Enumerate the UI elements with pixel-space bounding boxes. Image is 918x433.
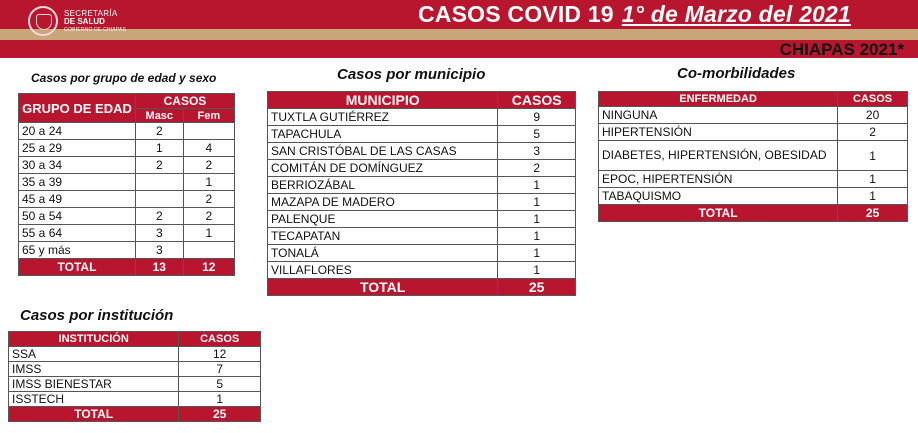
table-row [19, 157, 235, 174]
logo-line-2: DE SALUD [64, 16, 105, 26]
institution-table [8, 331, 261, 422]
table-row [19, 123, 235, 140]
municipio-cases-cell: 1 [498, 194, 576, 211]
municipio-name-cell: SAN CRISTÓBAL DE LAS CASAS [268, 143, 498, 160]
disease-cases-cell: 1 [838, 171, 908, 188]
municipio-name-cell: COMITÁN DE DOMÍNGUEZ [268, 160, 498, 177]
table-row [9, 392, 261, 407]
fem-cases-cell: 2 [183, 208, 234, 225]
table-row [268, 194, 576, 211]
institution-total-row [9, 407, 261, 422]
table-row [599, 188, 908, 205]
comorbidity-section-title: Co-morbilidades [677, 65, 796, 82]
header-accent-band [0, 26, 918, 40]
comorbidity-cases-header: CASOS [838, 92, 908, 107]
report-date: 1° de Marzo del 2021 [621, 1, 852, 27]
masc-cases-cell: 1 [135, 140, 183, 157]
age-group-cell: 30 a 34 [19, 157, 136, 174]
municipio-name-cell: TECAPATAN [268, 228, 498, 245]
municipio-cases-cell: 1 [498, 228, 576, 245]
age-sex-table [18, 93, 235, 276]
table-row [268, 126, 576, 143]
table-row [19, 208, 235, 225]
table-row [19, 191, 235, 208]
fem-cases-cell: 2 [183, 191, 234, 208]
municipio-total-row [268, 279, 576, 296]
total-label: TOTAL [9, 407, 179, 422]
table-row [19, 140, 235, 157]
table-row [268, 177, 576, 194]
table-row [599, 107, 908, 124]
age-group-cell: 20 a 24 [19, 123, 136, 140]
municipio-table [267, 91, 576, 296]
comorbidity-table [598, 91, 908, 222]
health-secretariat-logo [28, 6, 126, 36]
institution-cases-header: CASOS [179, 332, 261, 347]
masc-cases-cell: 3 [135, 225, 183, 242]
municipio-name-cell: BERRIOZÁBAL [268, 177, 498, 194]
table-row [268, 228, 576, 245]
total-cases: 25 [179, 407, 261, 422]
institution-name-cell: SSA [9, 347, 179, 362]
disease-name-cell: EPOC, HIPERTENSIÓN [599, 171, 838, 188]
masc-cases-cell: 2 [135, 208, 183, 225]
fem-cases-cell: 1 [183, 225, 234, 242]
municipio-header: MUNICIPIO [268, 92, 498, 109]
fem-cases-cell: 2 [183, 157, 234, 174]
age-group-cell: 45 a 49 [19, 191, 136, 208]
municipio-cases-cell: 3 [498, 143, 576, 160]
municipio-cases-cell: 5 [498, 126, 576, 143]
age-group-cell: 65 y más [19, 242, 136, 259]
institution-name-cell: IMSS [9, 362, 179, 377]
table-row [599, 124, 908, 141]
table-row [19, 242, 235, 259]
disease-cases-cell: 1 [838, 141, 908, 171]
municipio-cases-cell: 1 [498, 211, 576, 228]
municipio-cases-header: CASOS [498, 92, 576, 109]
municipio-cases-cell: 1 [498, 262, 576, 279]
municipio-cases-cell: 1 [498, 177, 576, 194]
fem-cases-cell [183, 123, 234, 140]
age-group-cell: 35 a 39 [19, 174, 136, 191]
table-row [268, 211, 576, 228]
municipio-cases-cell: 2 [498, 160, 576, 177]
municipio-name-cell: VILLAFLORES [268, 262, 498, 279]
municipio-name-cell: TONALÁ [268, 245, 498, 262]
table-row [268, 245, 576, 262]
total-cases: 25 [838, 205, 908, 222]
age-group-cell: 25 a 29 [19, 140, 136, 157]
disease-cases-cell: 20 [838, 107, 908, 124]
municipio-name-cell: TUXTLA GUTIÉRREZ [268, 109, 498, 126]
table-row [599, 171, 908, 188]
institution-cases-cell: 7 [179, 362, 261, 377]
institution-cases-cell: 1 [179, 392, 261, 407]
total-label: TOTAL [599, 205, 838, 222]
institution-name-cell: IMSS BIENESTAR [9, 377, 179, 392]
report-title [418, 1, 851, 28]
fem-cases-cell: 4 [183, 140, 234, 157]
age-group-cell: 55 a 64 [19, 225, 136, 242]
disease-name-cell: HIPERTENSIÓN [599, 124, 838, 141]
state-seal-icon [28, 6, 58, 36]
fem-cases-cell [183, 242, 234, 259]
table-row [9, 377, 261, 392]
masc-cases-cell: 2 [135, 123, 183, 140]
institution-section-title: Casos por institución [20, 307, 174, 324]
fem-cases-cell: 1 [183, 174, 234, 191]
table-row [268, 160, 576, 177]
table-row [19, 225, 235, 242]
table-row [268, 262, 576, 279]
total-label: TOTAL [19, 259, 136, 276]
total-label: TOTAL [268, 279, 498, 296]
age-group-header: GRUPO DE EDAD [19, 94, 136, 123]
municipio-name-cell: PALENQUE [268, 211, 498, 228]
institution-cases-cell: 5 [179, 377, 261, 392]
table-row [268, 143, 576, 160]
institution-name-cell: ISSTECH [9, 392, 179, 407]
comorbidity-total-row [599, 205, 908, 222]
total-fem: 12 [183, 259, 234, 276]
cases-header: CASOS [135, 94, 234, 109]
masc-cases-cell [135, 174, 183, 191]
report-title-text: CASOS COVID 19 [418, 1, 614, 27]
disease-header: ENFERMEDAD [599, 92, 838, 107]
region-label: CHIAPAS 2021* [779, 40, 904, 59]
municipio-name-cell: TAPACHULA [268, 126, 498, 143]
institution-header: INSTITUCIÓN [9, 332, 179, 347]
masc-cases-cell [135, 191, 183, 208]
age-sex-section-title: Casos por grupo de edad y sexo [31, 71, 217, 85]
table-row [599, 141, 908, 171]
masc-cases-cell: 3 [135, 242, 183, 259]
disease-cases-cell: 1 [838, 188, 908, 205]
disease-name-cell: NINGUNA [599, 107, 838, 124]
age-group-cell: 50 a 54 [19, 208, 136, 225]
table-row [9, 347, 261, 362]
municipio-name-cell: MAZAPA DE MADERO [268, 194, 498, 211]
disease-cases-cell: 2 [838, 124, 908, 141]
institution-cases-cell: 12 [179, 347, 261, 362]
municipio-cases-cell: 1 [498, 245, 576, 262]
masc-cases-cell: 2 [135, 157, 183, 174]
municipio-cases-cell: 9 [498, 109, 576, 126]
disease-name-cell: DIABETES, HIPERTENSIÓN, OBESIDAD [599, 141, 838, 171]
table-row [9, 362, 261, 377]
logo-line-3: GOBIERNO DE CHIAPAS [64, 26, 127, 33]
logo-line-1: SECRETARÍA [64, 8, 118, 18]
municipio-section-title: Casos por municipio [337, 66, 486, 83]
total-masc: 13 [135, 259, 183, 276]
disease-name-cell: TABAQUISMO [599, 188, 838, 205]
table-row [268, 109, 576, 126]
age-sex-total-row [19, 259, 235, 276]
table-row [19, 174, 235, 191]
fem-header: Fem [183, 109, 234, 123]
masc-header: Masc [135, 109, 183, 123]
total-cases: 25 [498, 279, 576, 296]
